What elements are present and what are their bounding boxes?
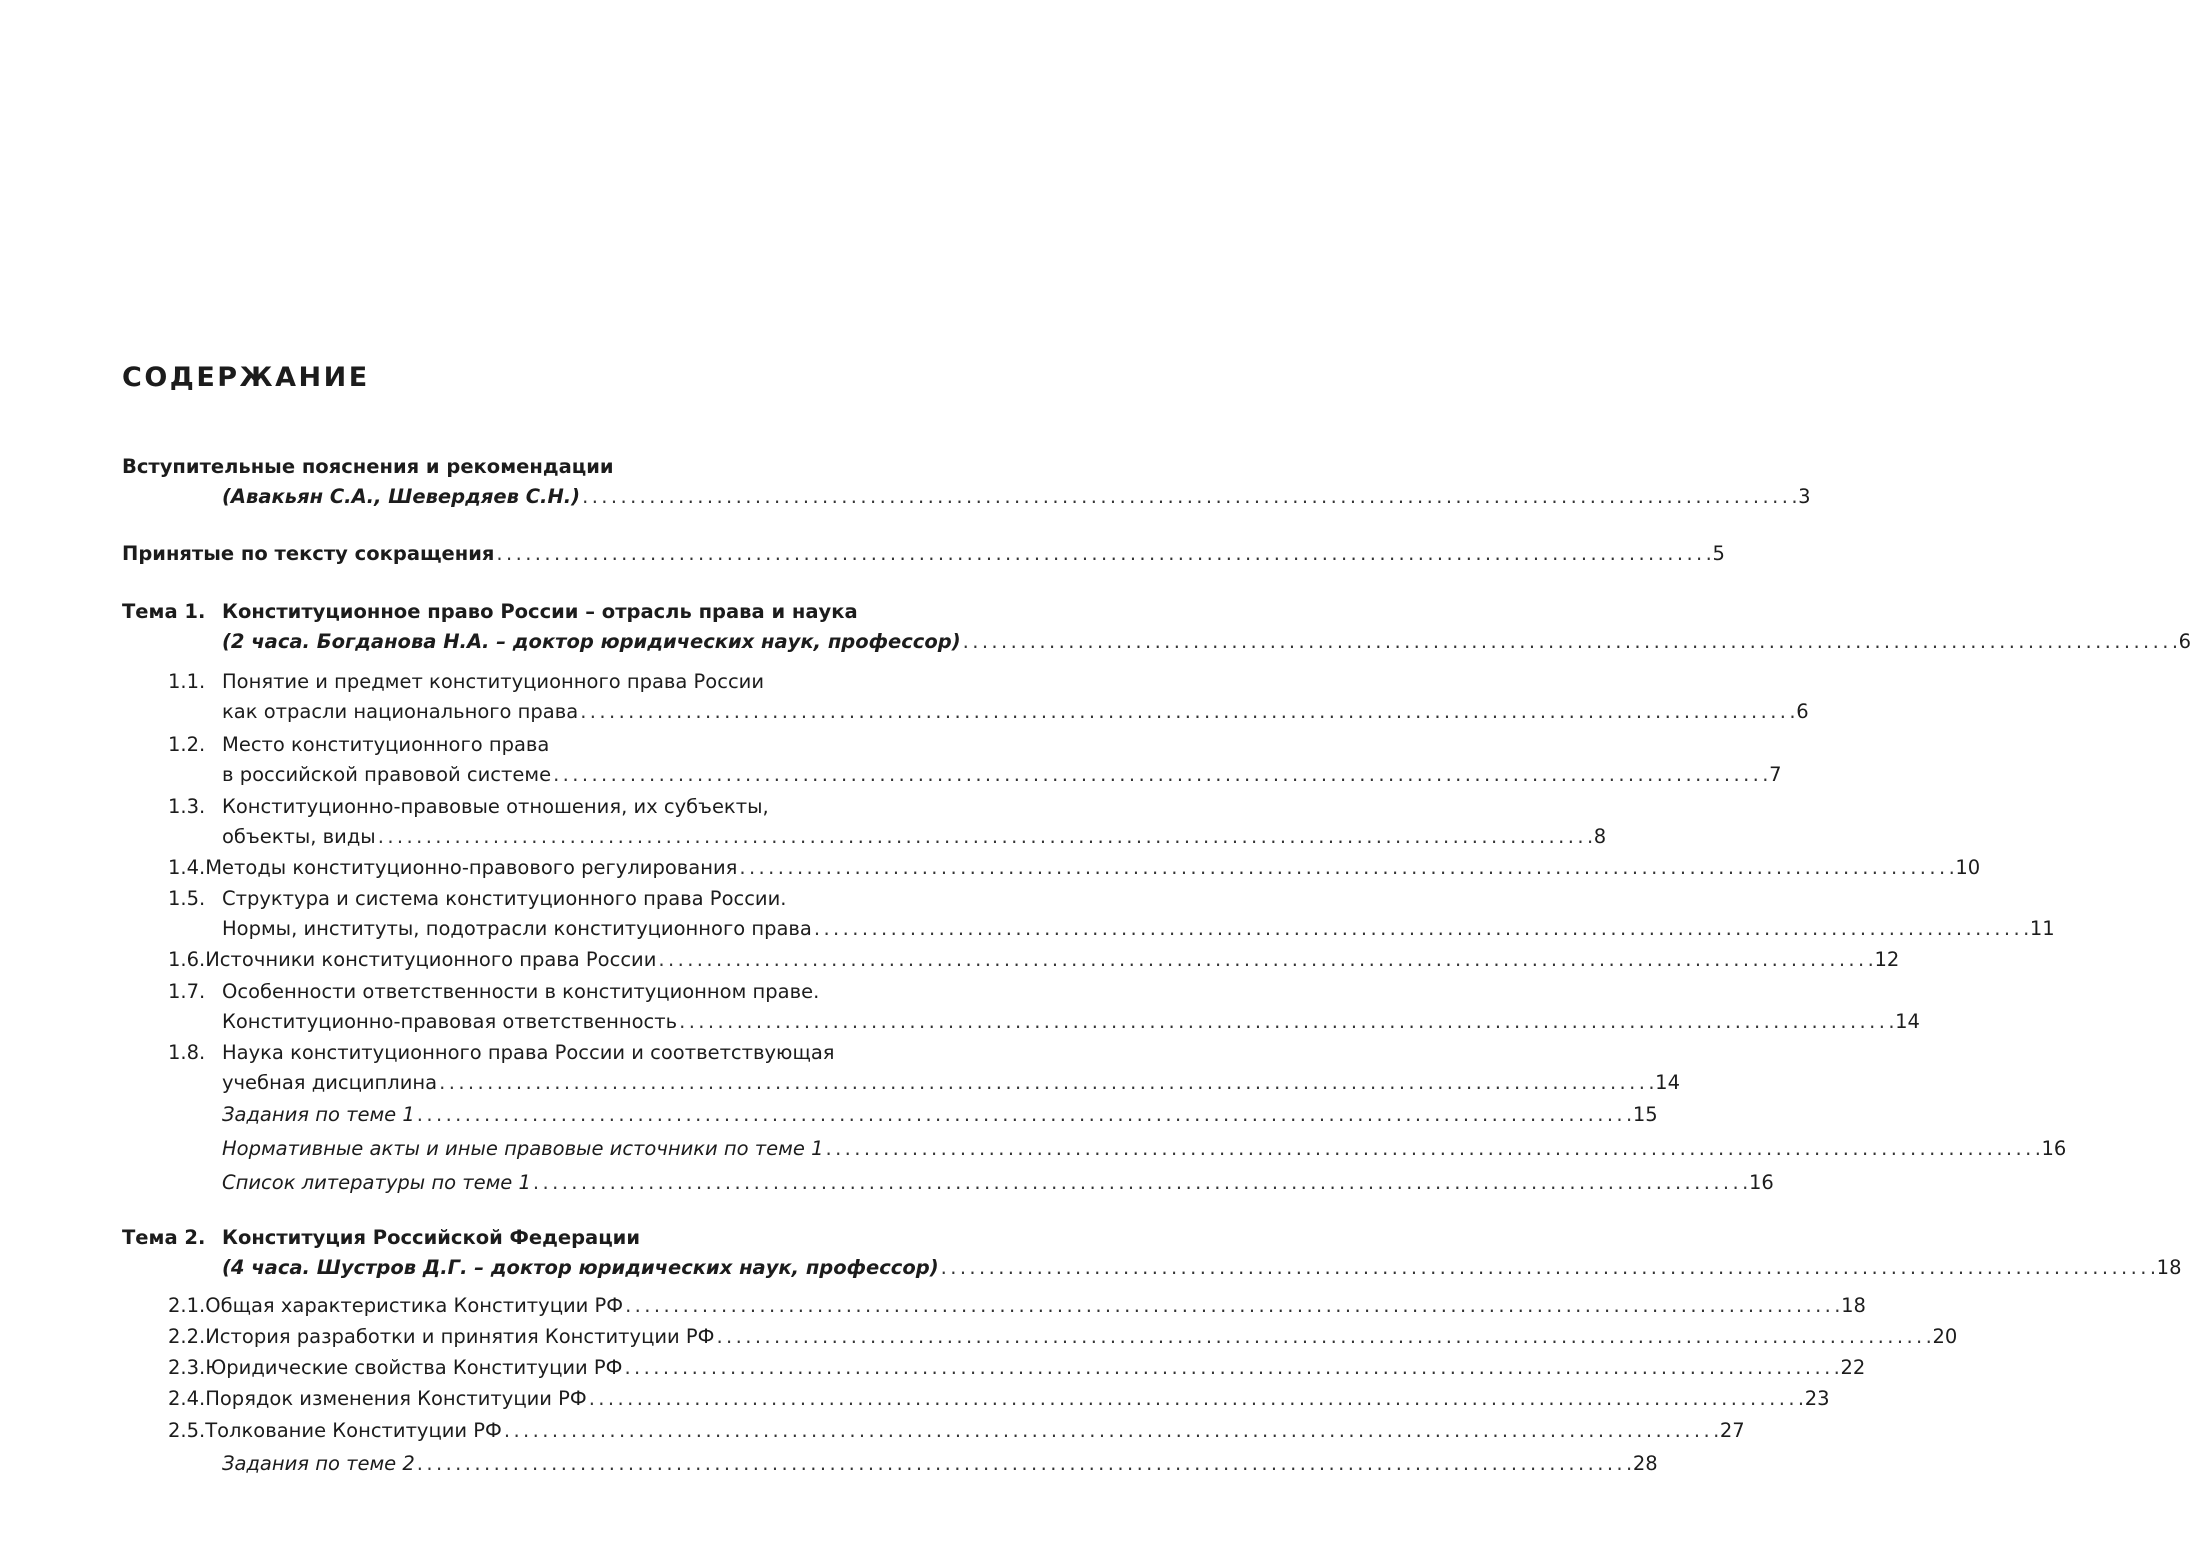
toc-entry-1-5[interactable] — [168, 884, 934, 914]
leader-dots — [580, 697, 1794, 727]
toc-entry-1-5-cont[interactable] — [222, 914, 2055, 944]
leader-dots — [825, 1134, 2039, 1164]
entry-text: как отрасли национального права — [222, 700, 579, 723]
toc-entry-1-6[interactable] — [168, 945, 1900, 975]
topic-meta: (4 часа. Шустров Д.Г. – доктор юридических наук, профессор) — [222, 1256, 939, 1279]
leader-dots — [658, 945, 1872, 975]
page-number: 6 — [1796, 700, 1809, 723]
topic-meta: (2 часа. Богданова Н.А. – доктор юридических наук, профессор) — [222, 630, 961, 653]
page-number: 16 — [1748, 1171, 1774, 1194]
toc-entry-1-1[interactable] — [168, 667, 934, 697]
entry-number: 1.5. — [168, 887, 206, 910]
topic-title: Конституционное право России – отрасль права и наука — [222, 600, 858, 623]
page-number: 16 — [2041, 1137, 2067, 1160]
leader-dots — [814, 914, 2028, 944]
page-number: 22 — [1840, 1356, 1866, 1379]
entry-text: Порядок изменения Конституции РФ — [205, 1387, 587, 1410]
toc-entry-2-2[interactable] — [168, 1322, 1958, 1352]
page-title: СОДЕРЖАНИЕ — [122, 362, 370, 393]
toc-entry-1-8-cont[interactable] — [222, 1068, 1680, 1098]
entry-text: Нормативные акты и иные правовые источники по теме 1 — [222, 1137, 824, 1160]
entry-text: Место конституционного права — [222, 733, 550, 756]
leader-dots — [439, 1068, 1653, 1098]
page-number: 14 — [1895, 1010, 1920, 1033]
page-number: 12 — [1874, 948, 1900, 971]
page-number: 7 — [1769, 763, 1782, 786]
leader-dots — [417, 1100, 1631, 1130]
toc-entry-2-3[interactable] — [168, 1353, 1866, 1383]
leader-dots — [679, 1007, 1893, 1037]
entry-number: 1.4. — [168, 856, 206, 879]
entry-text: Толкование Конституции РФ — [205, 1419, 502, 1442]
leader-dots — [589, 1384, 1803, 1414]
page-number: 27 — [1719, 1419, 1745, 1442]
entry-text: в российской правовой системе — [222, 763, 552, 786]
topic-2-heading[interactable] — [122, 1223, 934, 1253]
entry-number: 2.3. — [168, 1356, 206, 1379]
topic-label: Тема 1. — [122, 600, 206, 623]
entry-number: 1.1. — [168, 670, 206, 693]
leader-dots — [624, 1353, 1838, 1383]
entry-text: Источники конституционного права России — [205, 948, 657, 971]
entry-number: 2.4. — [168, 1387, 206, 1410]
page-number: 20 — [1932, 1325, 1958, 1348]
leader-dots — [739, 853, 1953, 883]
leader-dots — [625, 1291, 1839, 1321]
leader-dots — [496, 539, 1710, 569]
entry-text: Общая характеристика Конституции РФ — [205, 1294, 624, 1317]
toc-entry-1-8[interactable] — [168, 1038, 934, 1068]
entry-text: История разработки и принятия Конституции РФ — [205, 1325, 715, 1348]
toc-entry-1-2-cont[interactable] — [222, 760, 1782, 790]
entry-text: Задания по теме 1 — [222, 1103, 415, 1126]
entry-text: учебная дисциплина — [222, 1071, 438, 1094]
entry-number: 2.2. — [168, 1325, 206, 1348]
toc-entry-1-7[interactable] — [168, 977, 934, 1007]
topic-label: Тема 2. — [122, 1226, 206, 1249]
entry-text: Понятие и предмет конституционного права России — [222, 670, 765, 693]
toc-entry-2-5[interactable] — [168, 1416, 1745, 1446]
toc-entry-intro[interactable] — [122, 452, 934, 482]
entry-number: 1.2. — [168, 733, 206, 756]
leader-dots — [716, 1322, 1930, 1352]
leader-dots — [533, 1168, 1747, 1198]
toc-entry-1-7-cont[interactable] — [222, 1007, 1920, 1037]
entry-text: Конституционно-правовые отношения, их субъекты, — [222, 795, 769, 818]
entry-number: 1.7. — [168, 980, 206, 1003]
topic-title: Конституция Российской Федерации — [222, 1226, 640, 1249]
topic-2-meta[interactable] — [222, 1253, 2182, 1283]
page-number: 18 — [2156, 1256, 2182, 1279]
toc-entry-1-4[interactable] — [168, 853, 1981, 883]
toc-entry-1-1-cont[interactable] — [222, 697, 1809, 727]
leader-dots — [553, 760, 1767, 790]
page-number: 23 — [1804, 1387, 1830, 1410]
entry-text: (Авакьян С.А., Шевердяев С.Н.) — [222, 485, 581, 508]
toc-entry-tasks-2[interactable] — [222, 1449, 1658, 1479]
entry-text: Нормы, институты, подотрасли конституционного права — [222, 917, 812, 940]
entry-text: Список литературы по теме 1 — [222, 1171, 531, 1194]
toc-entry-intro-authors[interactable] — [222, 482, 1811, 512]
toc-entry-1-2[interactable] — [168, 730, 934, 760]
entry-text: Юридические свойства Конституции РФ — [205, 1356, 623, 1379]
entry-text: Задания по теме 2 — [222, 1452, 415, 1475]
toc-entry-2-1[interactable] — [168, 1291, 1866, 1321]
toc-entry-literature-1[interactable] — [222, 1168, 1774, 1198]
entry-text: Методы конституционно-правового регулирования — [205, 856, 738, 879]
toc-entry-1-3-cont[interactable] — [222, 822, 1607, 852]
entry-text: объекты, виды — [222, 825, 376, 848]
toc-entry-normative-acts-1[interactable] — [222, 1134, 2067, 1164]
entry-text: Конституционно-правовая ответственность — [222, 1010, 678, 1033]
entry-number: 2.5. — [168, 1419, 206, 1442]
page-number: 15 — [1632, 1103, 1658, 1126]
leader-dots — [378, 822, 1592, 852]
page-number: 10 — [1955, 856, 1981, 879]
page-number: 6 — [2178, 630, 2191, 653]
toc-entry-1-3[interactable] — [168, 792, 934, 822]
toc-entry-abbreviations[interactable] — [122, 539, 1725, 569]
page-number: 3 — [1798, 485, 1811, 508]
entry-text: Вступительные пояснения и рекомендации — [122, 455, 614, 478]
entry-text: Особенности ответственности в конституционном праве. — [222, 980, 820, 1003]
toc-entry-2-4[interactable] — [168, 1384, 1830, 1414]
leader-dots — [963, 627, 2177, 657]
entry-text: Структура и система конституционного права России. — [222, 887, 787, 910]
entry-number: 1.3. — [168, 795, 206, 818]
toc-entry-tasks-1[interactable] — [222, 1100, 1658, 1130]
entry-number: 1.6. — [168, 948, 206, 971]
leader-dots — [504, 1416, 1718, 1446]
leader-dots — [941, 1253, 2155, 1283]
page-number: 28 — [1632, 1452, 1658, 1475]
entry-text: Наука конституционного права России и соответствующая — [222, 1041, 835, 1064]
page-number: 18 — [1841, 1294, 1866, 1317]
leader-dots — [417, 1449, 1631, 1479]
page-number: 5 — [1712, 542, 1725, 565]
topic-1-heading[interactable] — [122, 597, 934, 627]
entry-number: 1.8. — [168, 1041, 206, 1064]
topic-1-meta[interactable] — [222, 627, 2191, 657]
entry-number: 2.1. — [168, 1294, 206, 1317]
page-number: 11 — [2029, 917, 2055, 940]
page-number: 14 — [1655, 1071, 1680, 1094]
entry-text: Принятые по тексту сокращения — [122, 542, 495, 565]
leader-dots — [582, 482, 1796, 512]
page-number: 8 — [1593, 825, 1607, 848]
